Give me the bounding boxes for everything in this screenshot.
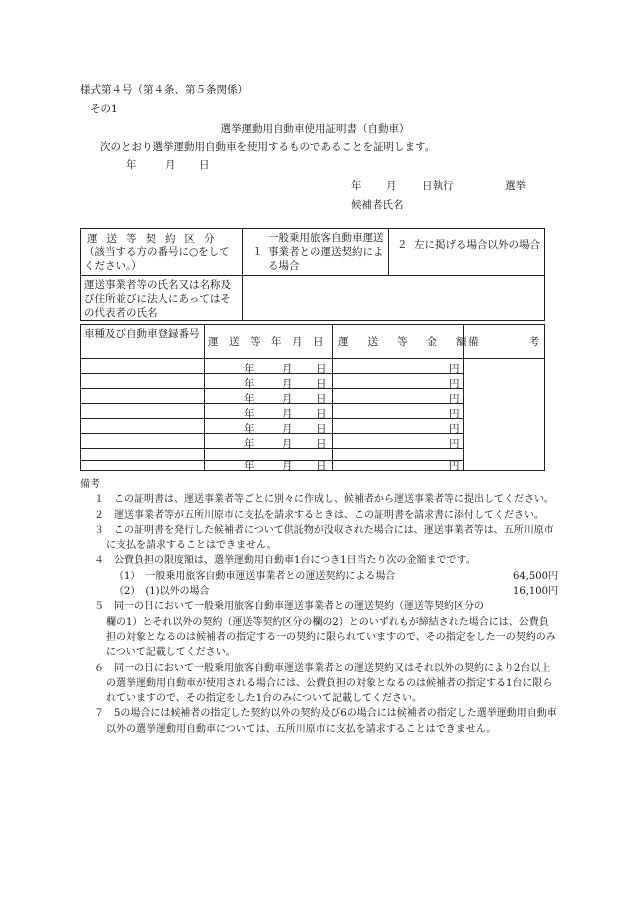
issue-month-label: 月 [165,159,176,171]
option-1-text: 一般乗用旅客自動車運送事業者との運送契約による場合 [268,232,384,272]
option-2-number: ２ [397,239,408,251]
row-day: 日 [316,408,327,420]
remarks-column-header [468,334,589,349]
election-suffix: 選挙 [505,180,526,192]
remark-4-item-1 [88,569,558,584]
election-month-label: 月 [386,180,397,192]
election-year-label: 年 [351,180,362,192]
election-held-label: 日執行 [422,180,454,192]
row-year: 年 [244,423,255,435]
row-month: 月 [282,438,293,450]
row-yen: 円 [449,423,460,435]
candidate-name-label: 候補者氏名 [351,199,404,211]
row-day: 日 [316,378,327,390]
issue-year-label: 年 [126,159,137,171]
page-title: 選挙運動用自動車使用証明書（自動車） [220,123,410,135]
amount-column-header: 運送等金額 [338,336,486,348]
remark-7: ７ 5の場合には候補者の指定した契約以外の契約及び6の場合には候補者の指定した選挙運動用自動車以外の選挙運動用自動車については、五所川原市に支払を請求することはできません。 [94,708,557,735]
row-yen: 円 [449,460,460,472]
row-day: 日 [316,393,327,405]
remark-5-continued: 欄の1）とそれ以外の契約（運送等契約区分の欄の2）とのいずれもが締結された場合には、公費負担の対象となるのは候補者の指定する一の契約に限られていますので、その指定をした一の契約のみについて記載してください。 [106,616,556,659]
date-column-header: 運送等年月日 [208,336,334,348]
remark-4-item-2-label: （2） (1)以外の場合 [114,586,210,598]
remark-6: ６ 同一の日において一般乗用旅客自動車運送事業者との運送契約又はそれ以外の契約により2台以上の選挙運動用自動車が使用される場合には、公費負担の対象となるのは候補者の指定する1台に限られていますので、その指定をした1台のみについて記載してください。 [94,662,553,705]
remarks-section [80,477,558,737]
contract-type-header-text: 運送等契約区分 [87,233,224,245]
remark-3: ３ この証明書を発行した候補者について供託物が没収された場合には、運送事業者等は、五所川原市に支払を請求することはできません。 [94,524,554,552]
row-yen: 円 [449,378,460,390]
row-month: 月 [282,423,293,435]
remark-4: ４ 公費負担の限度額は、選挙運動用自動車1台につき1日当たり次の金額までです。 [94,555,476,567]
remark-1: １ この証明書は、運送事業者等ごとに別々に作成し、候補者から運送事業者等に提出してください。 [94,494,554,506]
operator-name-field[interactable] [246,278,542,318]
row-year: 年 [244,460,255,472]
row-year: 年 [244,438,255,450]
row-year: 年 [244,378,255,390]
issue-day-label: 日 [199,159,210,171]
row-year: 年 [244,408,255,420]
remark-4-item-2-amount: 16,100円 [513,586,558,598]
row-day: 日 [316,460,327,472]
option-1-number: １ [252,246,263,258]
remark-4-item-2 [88,584,558,599]
row-day: 日 [316,423,327,435]
form-number: 様式第４号（第４条、第５条関係） [80,84,248,96]
remark-2: ２ 運送事業者等が五所川原市に支払を請求するときは、この証明書を請求書に添付してください。 [94,509,544,521]
row-yen: 円 [449,408,460,420]
remarks-column-header-text: 備考 [468,336,589,348]
contract-type-note: （該当する方の番号に○をしてください。） [84,246,230,272]
row-yen: 円 [449,438,460,450]
row-day: 日 [316,363,327,375]
row-month: 月 [282,393,293,405]
row-year: 年 [244,363,255,375]
row-yen: 円 [449,393,460,405]
remark-4-item-1-amount: 64,500円 [513,570,558,582]
row-day: 日 [316,438,327,450]
remark-4-item-1-label: （1） 一般乗用旅客自動車運送事業者との運送契約による場合 [114,570,396,582]
row-month: 月 [282,460,293,472]
part-label: その1 [90,103,118,115]
row-month: 月 [282,408,293,420]
option-2-text: 左に掲げる場合以外の場合 [414,239,540,251]
row-month: 月 [282,378,293,390]
remarks-heading: 備考 [80,479,100,490]
row-month: 月 [282,363,293,375]
remark-5-line-1: ５ 同一の日において一般乗用旅客自動車運送事業者との運送契約（運送等契約区分の [94,601,484,613]
vehicle-column-header: 車種及び自動車登録番号 [84,328,200,340]
contract-type-header [87,231,237,246]
certification-statement: 次のとおり選挙運動用自動車を使用するものであることを証明します。 [100,141,436,153]
row-yen: 円 [449,363,460,375]
row-year: 年 [244,393,255,405]
operator-name-label: 運送事業者等の氏名又は名称及び住所並びに法人にあってはその代表者の氏名 [84,279,231,319]
